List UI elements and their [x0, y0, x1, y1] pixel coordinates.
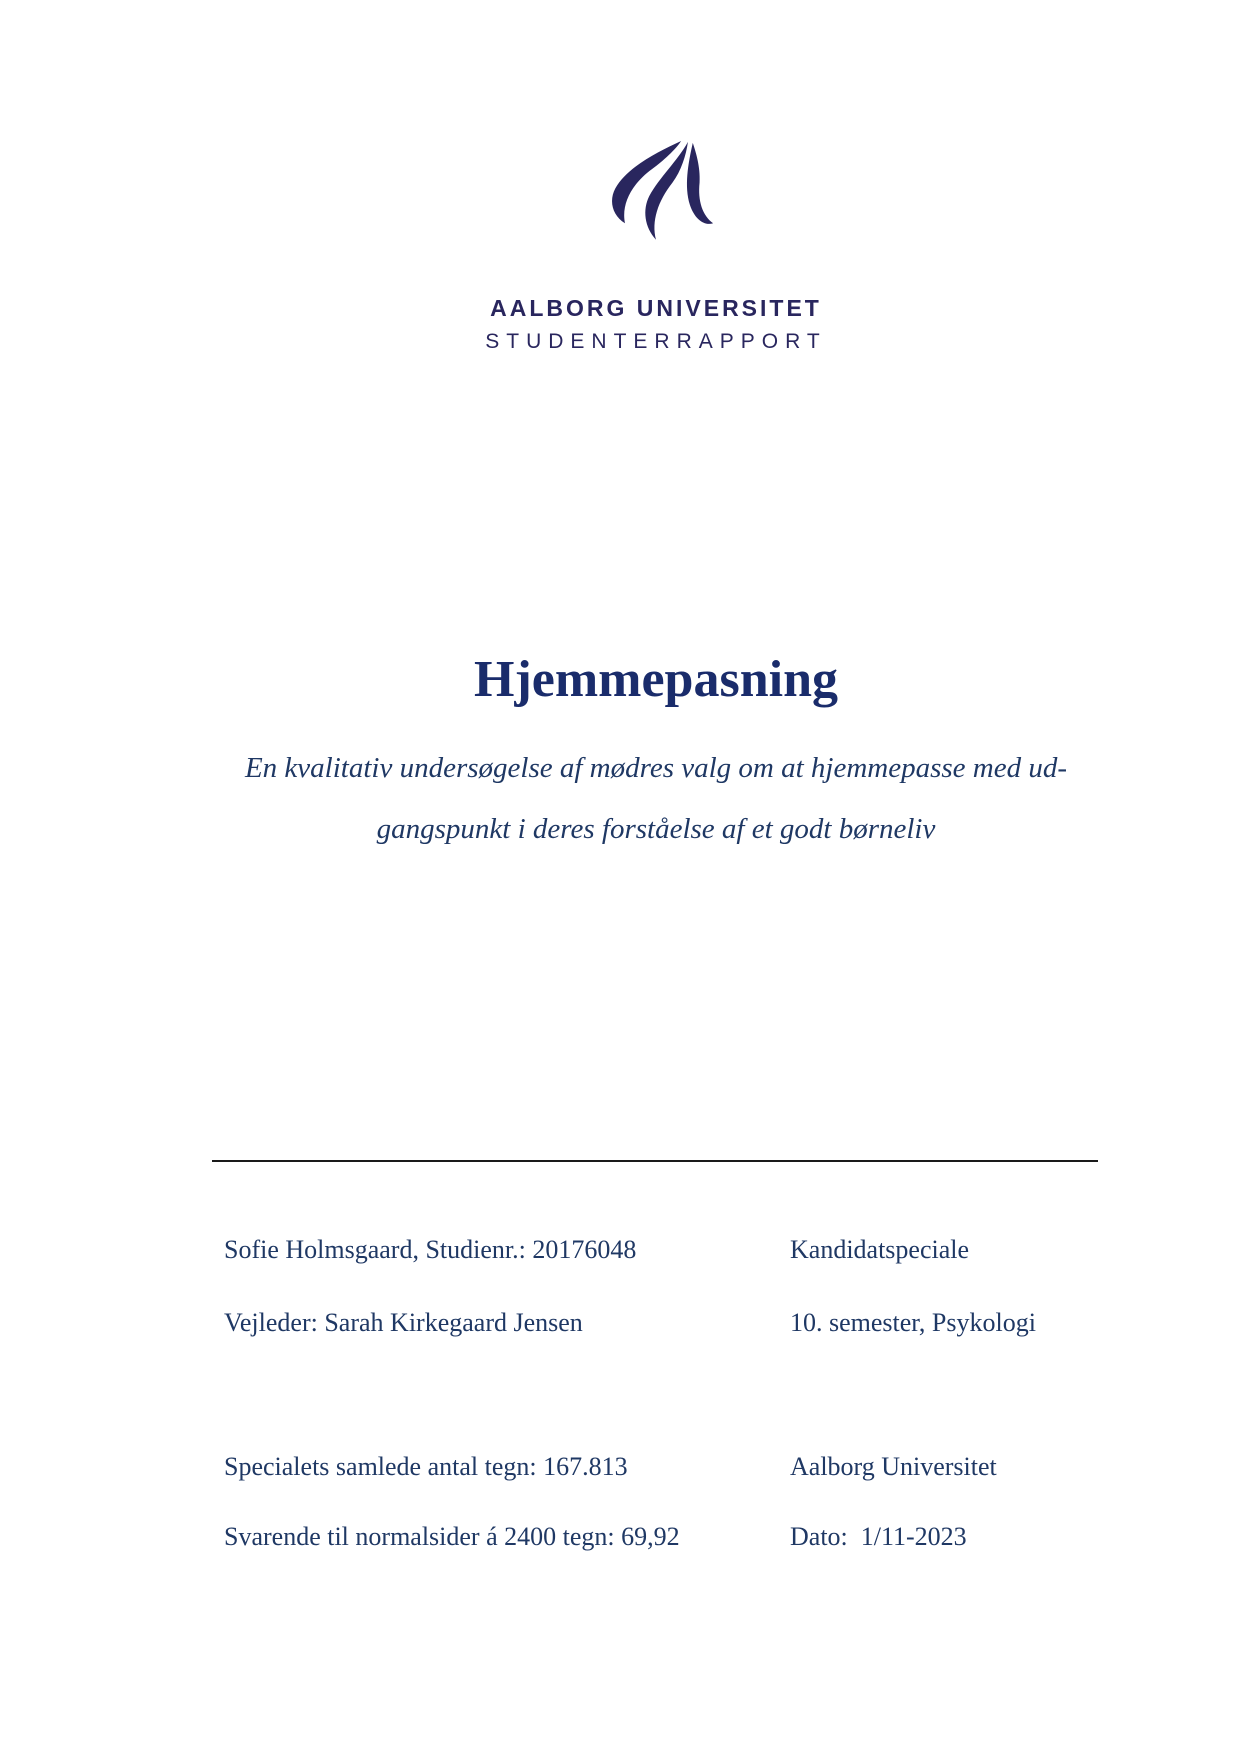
university-wordmark: AALBORG UNIVERSITET — [490, 295, 822, 321]
normal-pages: Svarende til normalsider á 2400 tegn: 69,92 — [224, 1522, 680, 1551]
supervisor: Vejleder: Sarah Kirkegaard Jensen — [224, 1308, 583, 1337]
title-block — [212, 650, 1100, 860]
semester-program: 10. semester, Psykologi — [790, 1308, 1036, 1337]
report-title: Hjemmepasning — [474, 651, 838, 708]
report-subtitle — [212, 738, 1100, 860]
info-row-supervisor — [0, 1306, 1241, 1340]
date: Dato: 1/11-2023 — [790, 1522, 967, 1551]
info-row-character-count — [0, 1450, 1241, 1484]
report-subtitle-line-2: gangspunkt i deres forståelse af et godt børneliv — [376, 812, 936, 845]
author-and-student-number: Sofie Holmsgaard, Studienr.: 20176048 — [224, 1235, 637, 1264]
info-row-author — [0, 1233, 1241, 1267]
report-subtitle-line-1: En kvalitativ undersøgelse af mødres valg om at hjemmepasse med ud- — [244, 751, 1068, 784]
report-type-wordmark: STUDENTERRAPPORT — [485, 329, 827, 353]
aau-logo-icon — [597, 140, 715, 262]
report-kind: Kandidatspeciale — [790, 1235, 970, 1264]
university-name: Aalborg Universitet — [790, 1452, 997, 1481]
info-row-normal-pages — [0, 1520, 1241, 1554]
divider-rule — [212, 1160, 1098, 1162]
character-count: Specialets samlede antal tegn: 167.813 — [224, 1452, 628, 1481]
university-logo-block — [212, 140, 1100, 354]
